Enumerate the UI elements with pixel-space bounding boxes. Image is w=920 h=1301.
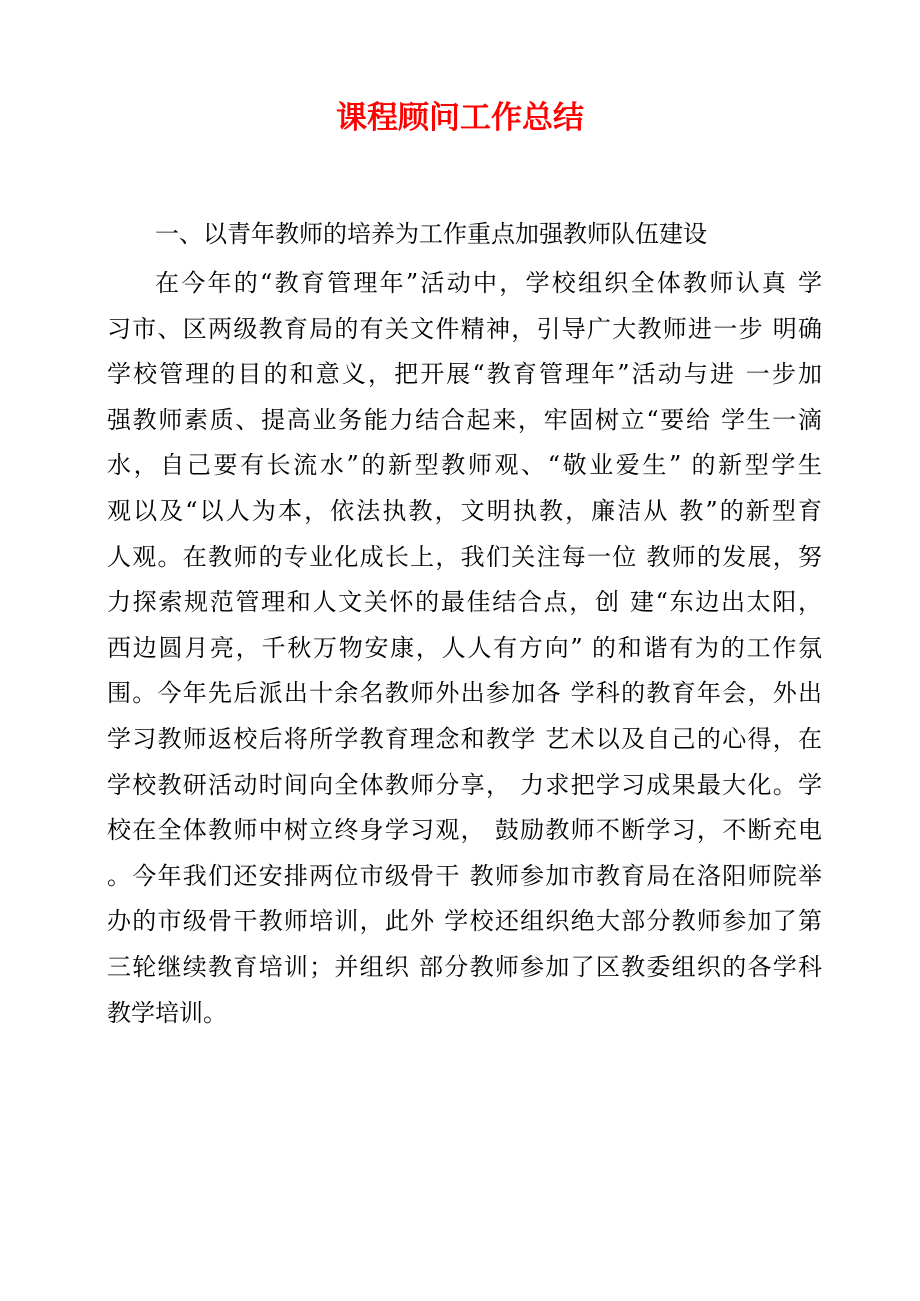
paragraph-line: 西边圆月亮，千秋万物安康，人人有方向” 的和谐有为的工作氛 (107, 633, 822, 662)
paragraph-line: 。今年我们还安排两位市级骨干 教师参加市教育局在洛阳师院举 (107, 861, 822, 890)
paragraph-line: 观以及“以人为本，依法执教，文明执教，廉洁从 教”的新型育 (107, 496, 822, 525)
body-paragraph (107, 261, 822, 1036)
section-heading: 一、以青年教师的培养为工作重点加强教师队伍建设 (155, 220, 707, 248)
paragraph-line: 习市、区两级教育局的有关文件精神，引导广大教师进一步 明确 (107, 314, 822, 343)
paragraph-line: 教学培训。 (107, 998, 227, 1027)
paragraph-line: 办的市级骨干教师培训，此外 学校还组织绝大部分教师参加了第 (107, 907, 822, 936)
paragraph-line: 学校管理的目的和意义，把开展“教育管理年”活动与进 一步加 (107, 360, 822, 389)
paragraph-line: 三轮继续教育培训；并组织 部分教师参加了区教委组织的各学科 (107, 952, 822, 981)
document-title: 课程顾问工作总结 (336, 100, 584, 136)
paragraph-line: 校在全体教师中树立终身学习观， 鼓励教师不断学习，不断充电 (107, 816, 822, 845)
paragraph-line: 在今年的“教育管理年”活动中，学校组织全体教师认真 学 (155, 269, 822, 297)
paragraph-line: 力探索规范管理和人文关怀的最佳结合点，创 建“东边出太阳， (107, 588, 822, 617)
paragraph-line: 水，自己要有长流水”的新型教师观、“敬业爱生” 的新型学生 (107, 451, 822, 480)
paragraph-line: 围。今年先后派出十余名教师外出参加各 学科的教育年会，外出 (107, 679, 822, 708)
paragraph-line: 学习教师返校后将所学教育理念和教学 艺术以及自己的心得，在 (107, 724, 822, 753)
paragraph-line: 学校教研活动时间向全体教师分享， 力求把学习成果最大化。学 (107, 770, 822, 799)
paragraph-line: 人观。在教师的专业化成长上，我们关注每一位 教师的发展，努 (107, 542, 822, 571)
paragraph-line: 强教师素质、提高业务能力结合起来，牢固树立“要给 学生一滴 (107, 405, 822, 434)
